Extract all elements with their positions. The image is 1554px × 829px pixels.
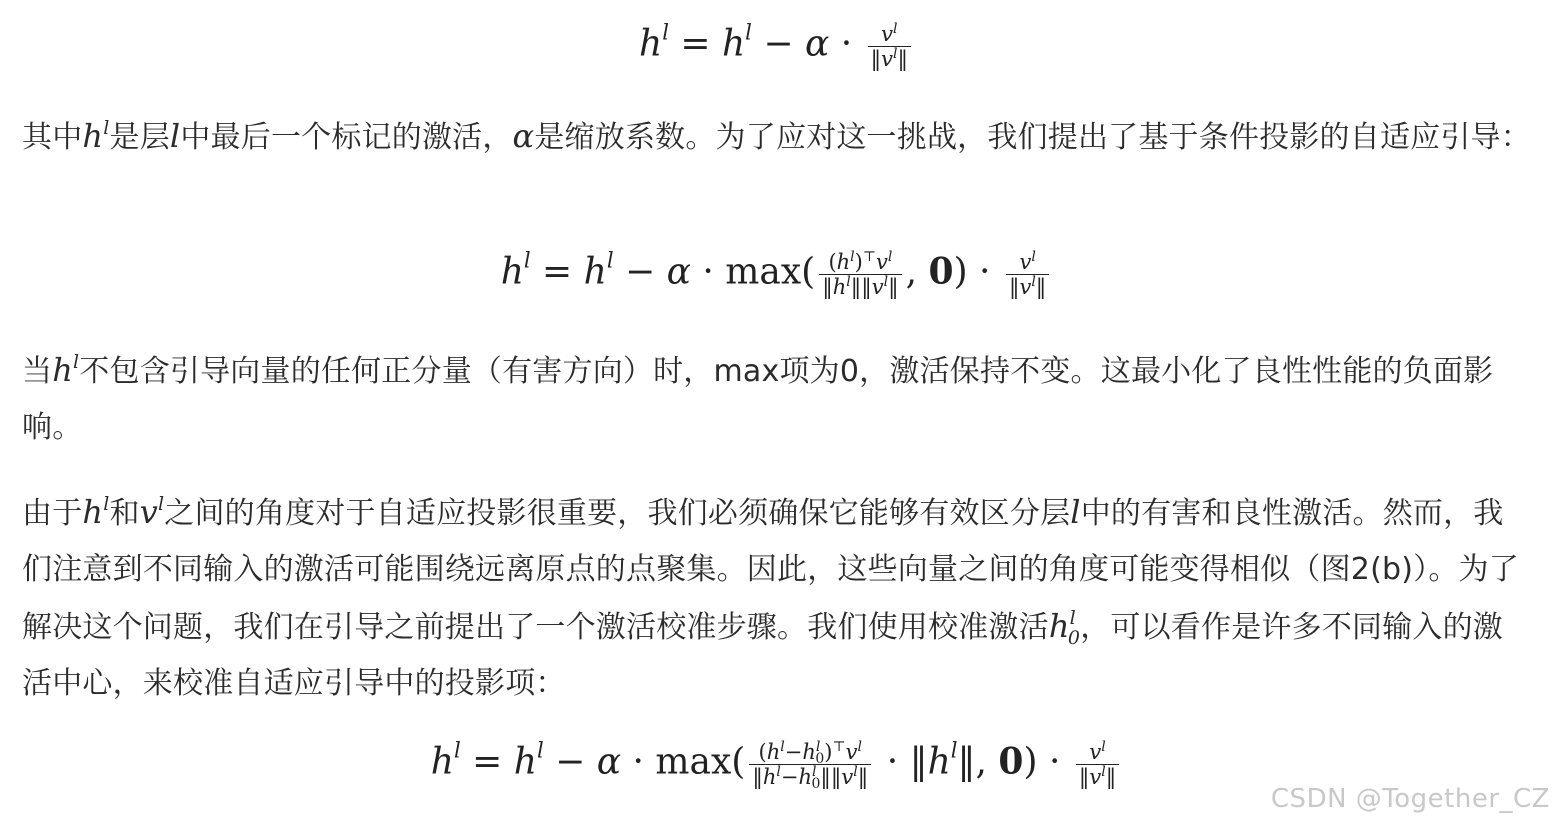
math-h-l: $h^l$ [52, 351, 80, 389]
text: 是缩放系数。为了应对这一挑战，我们提出了基于条件投影的自适应引导： [534, 120, 1531, 155]
math-l: l [1070, 493, 1081, 531]
text: 当 [22, 354, 53, 389]
math-alpha: α [512, 117, 535, 155]
fraction: $\frac{v^l}{‖v^l‖}$ [868, 22, 911, 71]
fraction: $\frac{(h^l)^⊤v^l}{‖h^l‖‖v^l‖}$ [819, 250, 901, 299]
math-h-l: $h^l$ [82, 493, 110, 531]
text: 中的有害和良性激活。然而，我们注意到不同输入的激活可能围绕远离原点的点聚集。因此，这些向量之间的角度可能变得相似（图2(b)）。为了解决这个问题，我们在引导之前提出了一个激活校准步骤。我们使用校准激活 [22, 496, 1519, 645]
fraction: $\frac{(h^l-h^l_0)^⊤v^l}{‖h^l-h^l_0‖‖v^l‖}$ [749, 740, 871, 789]
text: 中最后一个标记的激活， [180, 120, 513, 155]
text: 由于 [22, 496, 83, 531]
equation-2: $h^l = h^l - \alpha \cdot \max$( $\frac{(h^l)^⊤v^l}{‖h^l‖‖v^l‖}$ , 0) · $\frac{v^l}{‖v^l‖}$ [0, 250, 1554, 299]
text: 之间的角度对于自适应投影很重要，我们必须确保它能够有效区分层 [164, 496, 1071, 531]
paragraph-2 [22, 342, 1532, 456]
text: 和 [109, 496, 140, 531]
math-l: l [169, 117, 181, 155]
text: 不包含引导向量的任何正分量（有害方向）时，max项为0，激活保持不变。这最小化了良性性能的负面影响。 [22, 354, 1494, 445]
math-v-l: $v^l$ [139, 493, 165, 531]
paragraph-1 [22, 108, 1532, 166]
math-h-l: $h^l$ [82, 117, 110, 155]
fraction: $\frac{v^l}{‖v^l‖}$ [1076, 740, 1119, 789]
equation-1: $h^l = h^l - \alpha$ · $\frac{v^l}{‖v^l‖}$ [0, 22, 1554, 71]
text: 是层 [109, 120, 170, 155]
watermark: CSDN @Together_CZ [1270, 784, 1550, 814]
equation-3: $h^l = h^l - \alpha \cdot \max$( $\frac{(h^l-h^l_0)^⊤v^l}{‖h^l-h^l_0‖‖v^l‖}$ · $‖h^l‖$, 0) · $\frac{v^l}{‖v^l‖}$ [0, 740, 1554, 789]
paragraph-3 [22, 484, 1532, 712]
math-h-0-l: $h^l_0$ [1048, 607, 1081, 649]
text: ，可以看作是许多不同输入的激活中心，来校准自适应引导中的投影项： [22, 610, 1504, 701]
fraction: $\frac{v^l}{‖v^l‖}$ [1006, 250, 1049, 299]
text: 其中 [22, 120, 83, 155]
